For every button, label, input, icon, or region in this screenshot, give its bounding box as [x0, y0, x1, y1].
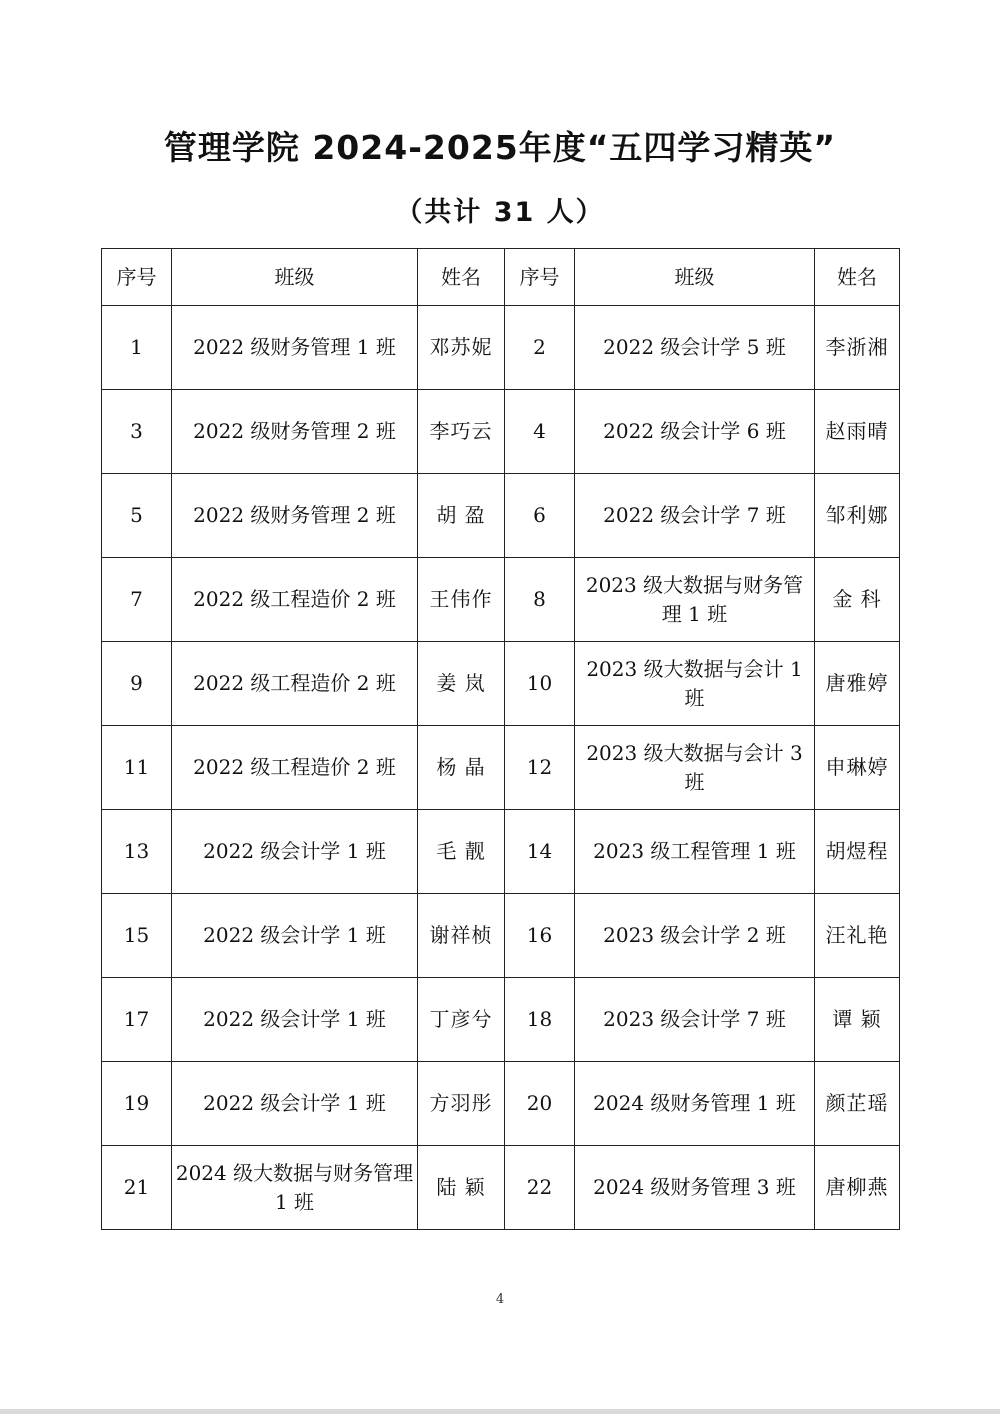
right-name-cell: 胡煜程	[815, 810, 900, 894]
right-class-cell: 2023 级大数据与财务管理 1 班	[575, 558, 815, 642]
right-seq-cell: 16	[505, 894, 575, 978]
left-seq-cell: 15	[102, 894, 172, 978]
page-bottom-edge	[0, 1409, 1000, 1414]
header-seq-right: 序号	[505, 249, 575, 306]
left-name-cell: 丁彦兮	[418, 978, 505, 1062]
page-number: 4	[495, 1292, 505, 1307]
table-row	[102, 1062, 900, 1146]
right-seq-cell: 20	[505, 1062, 575, 1146]
right-name-cell: 李浙湘	[815, 306, 900, 390]
header-seq-left: 序号	[102, 249, 172, 306]
left-seq-cell: 13	[102, 810, 172, 894]
left-seq-cell: 17	[102, 978, 172, 1062]
right-seq-cell: 4	[505, 390, 575, 474]
right-seq-cell: 6	[505, 474, 575, 558]
header-class-right: 班级	[575, 249, 815, 306]
left-seq-cell: 19	[102, 1062, 172, 1146]
right-class-cell: 2022 级会计学 6 班	[575, 390, 815, 474]
table-row	[102, 306, 900, 390]
left-name-cell: 陆 颖	[418, 1146, 505, 1230]
table-row	[102, 894, 900, 978]
left-name-cell: 王伟作	[418, 558, 505, 642]
right-name-cell: 申琳婷	[815, 726, 900, 810]
left-seq-cell: 5	[102, 474, 172, 558]
right-class-cell: 2023 级会计学 2 班	[575, 894, 815, 978]
right-seq-cell: 2	[505, 306, 575, 390]
right-name-cell: 赵雨晴	[815, 390, 900, 474]
table-header-row	[102, 249, 900, 306]
right-name-cell: 唐柳燕	[815, 1146, 900, 1230]
left-name-cell: 杨 晶	[418, 726, 505, 810]
right-class-cell: 2023 级大数据与会计 3 班	[575, 726, 815, 810]
right-class-cell: 2022 级会计学 7 班	[575, 474, 815, 558]
left-seq-cell: 21	[102, 1146, 172, 1230]
header-class-left: 班级	[172, 249, 418, 306]
left-class-cell: 2022 级会计学 1 班	[172, 978, 418, 1062]
table-row	[102, 978, 900, 1062]
table-row	[102, 642, 900, 726]
left-name-cell: 毛 靓	[418, 810, 505, 894]
left-seq-cell: 7	[102, 558, 172, 642]
right-name-cell: 颜芷瑶	[815, 1062, 900, 1146]
left-name-cell: 李巧云	[418, 390, 505, 474]
left-name-cell: 邓苏妮	[418, 306, 505, 390]
left-class-cell: 2022 级会计学 1 班	[172, 1062, 418, 1146]
left-class-cell: 2022 级财务管理 2 班	[172, 474, 418, 558]
table-row	[102, 474, 900, 558]
left-class-cell: 2022 级工程造价 2 班	[172, 726, 418, 810]
right-name-cell: 唐雅婷	[815, 642, 900, 726]
right-seq-cell: 18	[505, 978, 575, 1062]
left-name-cell: 姜 岚	[418, 642, 505, 726]
left-class-cell: 2022 级工程造价 2 班	[172, 558, 418, 642]
left-class-cell: 2022 级会计学 1 班	[172, 810, 418, 894]
left-class-cell: 2024 级大数据与财务管理 1 班	[172, 1146, 418, 1230]
left-name-cell: 谢祥桢	[418, 894, 505, 978]
table-row	[102, 1146, 900, 1230]
page-title: 管理学院 2024-2025年度“五四学习精英”	[163, 128, 837, 167]
left-class-cell: 2022 级工程造价 2 班	[172, 642, 418, 726]
left-seq-cell: 9	[102, 642, 172, 726]
left-class-cell: 2022 级财务管理 2 班	[172, 390, 418, 474]
left-seq-cell: 1	[102, 306, 172, 390]
right-class-cell: 2024 级财务管理 1 班	[575, 1062, 815, 1146]
left-seq-cell: 3	[102, 390, 172, 474]
right-class-cell: 2023 级会计学 7 班	[575, 978, 815, 1062]
page-subtitle-total-count: （共计 31 人）	[395, 197, 605, 228]
table-row	[102, 390, 900, 474]
right-name-cell: 汪礼艳	[815, 894, 900, 978]
right-seq-cell: 22	[505, 1146, 575, 1230]
table-body	[102, 306, 900, 1230]
right-name-cell: 谭 颖	[815, 978, 900, 1062]
table-row	[102, 726, 900, 810]
right-name-cell: 邹利娜	[815, 474, 900, 558]
right-class-cell: 2024 级财务管理 3 班	[575, 1146, 815, 1230]
right-name-cell: 金 科	[815, 558, 900, 642]
table-row	[102, 810, 900, 894]
left-class-cell: 2022 级会计学 1 班	[172, 894, 418, 978]
right-seq-cell: 10	[505, 642, 575, 726]
left-class-cell: 2022 级财务管理 1 班	[172, 306, 418, 390]
right-seq-cell: 14	[505, 810, 575, 894]
header-name-left: 姓名	[418, 249, 505, 306]
right-class-cell: 2023 级大数据与会计 1 班	[575, 642, 815, 726]
right-seq-cell: 12	[505, 726, 575, 810]
table-row	[102, 558, 900, 642]
left-name-cell: 胡 盈	[418, 474, 505, 558]
right-seq-cell: 8	[505, 558, 575, 642]
header-name-right: 姓名	[815, 249, 900, 306]
honoree-table	[101, 248, 900, 1230]
right-class-cell: 2022 级会计学 5 班	[575, 306, 815, 390]
right-class-cell: 2023 级工程管理 1 班	[575, 810, 815, 894]
left-seq-cell: 11	[102, 726, 172, 810]
left-name-cell: 方羽彤	[418, 1062, 505, 1146]
